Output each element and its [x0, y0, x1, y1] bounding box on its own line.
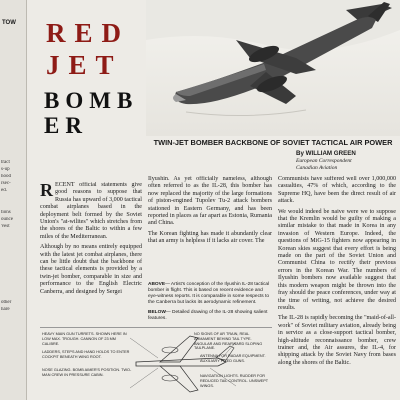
- previous-page-fragment: s-up: [1, 167, 10, 172]
- drawing-note: LADDERS, STEPS AND HAND HOLDS TO ENTER COCKPIT BENEATH WING ROOT.: [42, 350, 130, 359]
- paragraph-text: ECENT official statements give good reasons to suppose that Russia has upward of 3,000 tactical combat airplanes based in the deployment belt formed by the Soviet Union's "at-wilites" which stretches from the shores of the Baltic to within a few miles of the Mediterranean.: [40, 182, 142, 240]
- drawing-note: HEAVY MAIN GUN TURRETS. SHOWN HERE IN LOW MAX. TROUGH. CANNON OF 23 MM CALIBRE.: [42, 332, 127, 346]
- paragraph: Communists have suffered well over 1,000,000 casualties, 47% of which, according to the Supreme HQ, have been the direct result of air attack.: [278, 176, 396, 205]
- article-column-2: [148, 176, 272, 280]
- previous-page-fragment: ed.: [1, 188, 7, 193]
- headline-jet: JET: [46, 50, 123, 80]
- article-subtitle: TWIN-JET BOMBER BACKBONE OF SOVIET TACTICAL AIR POWER: [153, 138, 393, 147]
- previous-page-fragment: tract: [1, 160, 10, 165]
- figure-caption: [148, 282, 272, 326]
- drawing-note: ANTENNA FOR RADAR EQUIPMENT. AUXILIARY FIXED GUNS.: [200, 354, 266, 363]
- previous-page-strip: [0, 0, 27, 400]
- previous-page-fragment: ounce: [1, 217, 13, 222]
- previous-page-fragment: tions: [1, 210, 11, 215]
- previous-page-fragment: rsec-: [1, 181, 11, 186]
- previous-page-fragment: Vest: [1, 224, 10, 229]
- byline: By WILLIAM GREEN: [296, 150, 356, 157]
- paragraph: We would indeed be naive were we to suppose that the Kremlin would be guilty of making a similar mistake to that made in Korea in any invasion of Western Europe. Indeed, the questions of MiG-15 fighters now appearing in Korean skies suggest that every effort is being made on the part of the Soviet Union and Communist China to rectify their previous errors in the Korean War. The numbers of Ilyushin bombers now available suggest that this modern weapon might be thrown into the fray should the peace conferences, under way at the time of writing, not achieve the desired results.: [278, 208, 396, 311]
- drawing-note: NO SIGNS OF AR TRAIN, REAL ARMAMENT BEHIND TAIL TYPE. ANGULAR AND REARWARD SLOPING TAILPLANE.: [194, 332, 263, 351]
- paragraph: Ilyushin. As yet officially nameless, although often referred to as the IL-28, this bomber has now replaced the majority of the large formations of piston-engined Tupolev Tu-2 attack bombers stationed in Eastern Germany, and has been reported in places as far apart as Estonia, Rumania and China.: [148, 176, 272, 227]
- previous-page-fragment: hood: [1, 174, 11, 179]
- caption-above-label: ABOVE: [148, 282, 166, 287]
- article-column-1: [40, 182, 142, 324]
- previous-page-header: TOW: [2, 20, 16, 26]
- caption-below-label: BELOW: [148, 310, 166, 315]
- paragraph: The Korean fighting has made it abundantly clear that an army is helpless if it lacks air cover. The: [148, 230, 272, 245]
- technical-drawing: [40, 327, 272, 400]
- paragraph: [40, 182, 142, 241]
- headline-bomber: BOMBER: [44, 88, 139, 138]
- paragraph: Although by no means entirely equipped with the latest jet combat airplanes, there can be little doubt that the backbone of these tactical elements is provided by a twin-jet bomber, comparable in size and performance to the English Electric Canberra, and designed by Sergei: [40, 244, 142, 295]
- bomber-illustration: [146, 0, 400, 136]
- jet-bomber-icon: [146, 0, 400, 136]
- byline-role: [296, 158, 352, 172]
- previous-page-fragment: other: [1, 300, 12, 305]
- byline-role-2: Canadian Aviation: [296, 165, 338, 171]
- drawing-note: NAVIGATION LIGHTS. RUDDER FOR REDUCED TAIL CONTROL. UNSWEPT WINGS.: [200, 374, 269, 388]
- byline-role-1: European Correspondent: [296, 158, 352, 164]
- article-column-3: [278, 176, 396, 400]
- drop-cap: R: [40, 182, 53, 200]
- headline-red: RED: [46, 18, 131, 48]
- paragraph: The IL-28 is rapidly becoming the "maid-of-all-work" of Soviet military aviation, already being in service as a close-support tactical bomber, high-altitude reconnaissance bomber, crew trainer and, the Air assures, the IL-4, for shipping attack by the Soviet Navy from bases along the shores of the Baltic.: [278, 315, 396, 366]
- previous-page-fragment: hare: [1, 307, 10, 312]
- caption-above-text: — Artist's conception of the Ilyushin IL-28 tactical bomber in flight. This is based on recent evidence and eye-witness reports. It is comparable in some respects to the Canberra but lacks its aerodynamic refinement.: [148, 282, 270, 305]
- caption-below-text: — Detailed drawing of the IL-28 showing salient features.: [148, 310, 268, 321]
- drawing-note: NOSE GLAZING. BOMB AIMER'S POSITION. TWO-MAN CREW IN PRESSURE CABIN.: [42, 368, 132, 377]
